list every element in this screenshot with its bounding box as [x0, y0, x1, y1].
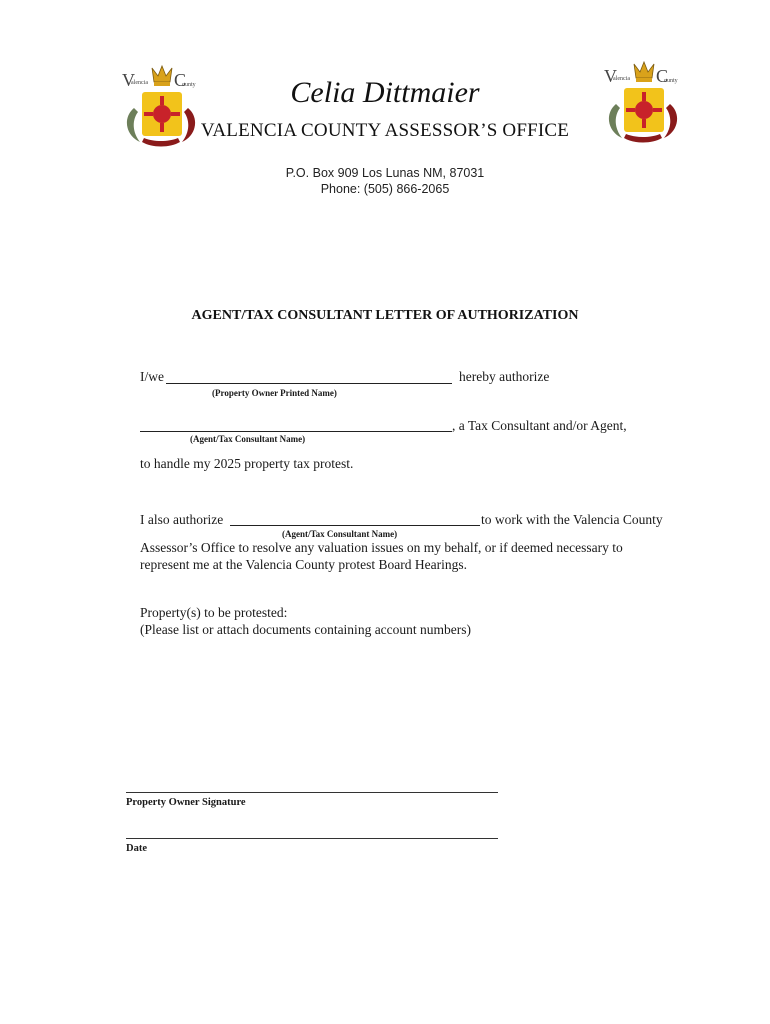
svg-text:C: C: [174, 70, 187, 90]
signature-label: Property Owner Signature: [126, 797, 246, 808]
svg-text:alencia: alencia: [613, 76, 630, 82]
svg-text:alencia: alencia: [131, 80, 148, 86]
agent-name-hint-2: (Agent/Tax Consultant Name): [282, 529, 398, 539]
svg-text:ounty: ounty: [664, 78, 678, 84]
work-with-text: to work with the Valencia County: [481, 512, 663, 527]
form-title: AGENT/TAX CONSULTANT LETTER OF AUTHORIZATION: [191, 308, 579, 323]
protest-line: to handle my 2025 property tax protest.: [140, 456, 354, 471]
agent-name-field-2[interactable]: [230, 512, 480, 526]
agent-name-field-1[interactable]: [140, 418, 452, 432]
office-address: P.O. Box 909 Los Lunas NM, 87031: [285, 166, 485, 180]
svg-text:ounty: ounty: [182, 82, 196, 88]
owner-printed-name-hint: (Property Owner Printed Name): [212, 388, 337, 398]
agent-name-hint-1: (Agent/Tax Consultant Name): [190, 434, 306, 444]
owner-signature-field[interactable]: [126, 784, 498, 793]
assessor-name: Celia Dittmaier: [290, 76, 480, 109]
assessor-line-2: represent me at the Valencia County protest Board Hearings.: [140, 557, 468, 572]
assessor-line-1: Assessor’s Office to resolve any valuation issues on my behalf, or if deemed necessary to: [140, 540, 623, 555]
tax-consultant-suffix: , a Tax Consultant and/or Agent,: [452, 418, 627, 433]
hereby-authorize-text: hereby authorize: [459, 369, 550, 384]
date-label: Date: [126, 843, 147, 854]
office-name: VALENCIA COUNTY ASSESSOR’S OFFICE: [200, 120, 570, 141]
owner-printed-name-field[interactable]: [166, 369, 452, 384]
properties-hint: (Please list or attach documents containing account numbers): [140, 622, 472, 637]
svg-text:V: V: [604, 66, 617, 86]
iwe-label: I/we: [140, 369, 164, 384]
svg-text:C: C: [656, 66, 669, 86]
office-phone: Phone: (505) 866-2065: [320, 182, 450, 196]
logo-left-v: V: [122, 70, 135, 90]
also-authorize-text: I also authorize: [140, 512, 224, 527]
properties-label: Property(s) to be protested:: [140, 605, 288, 620]
date-field[interactable]: [126, 830, 498, 839]
